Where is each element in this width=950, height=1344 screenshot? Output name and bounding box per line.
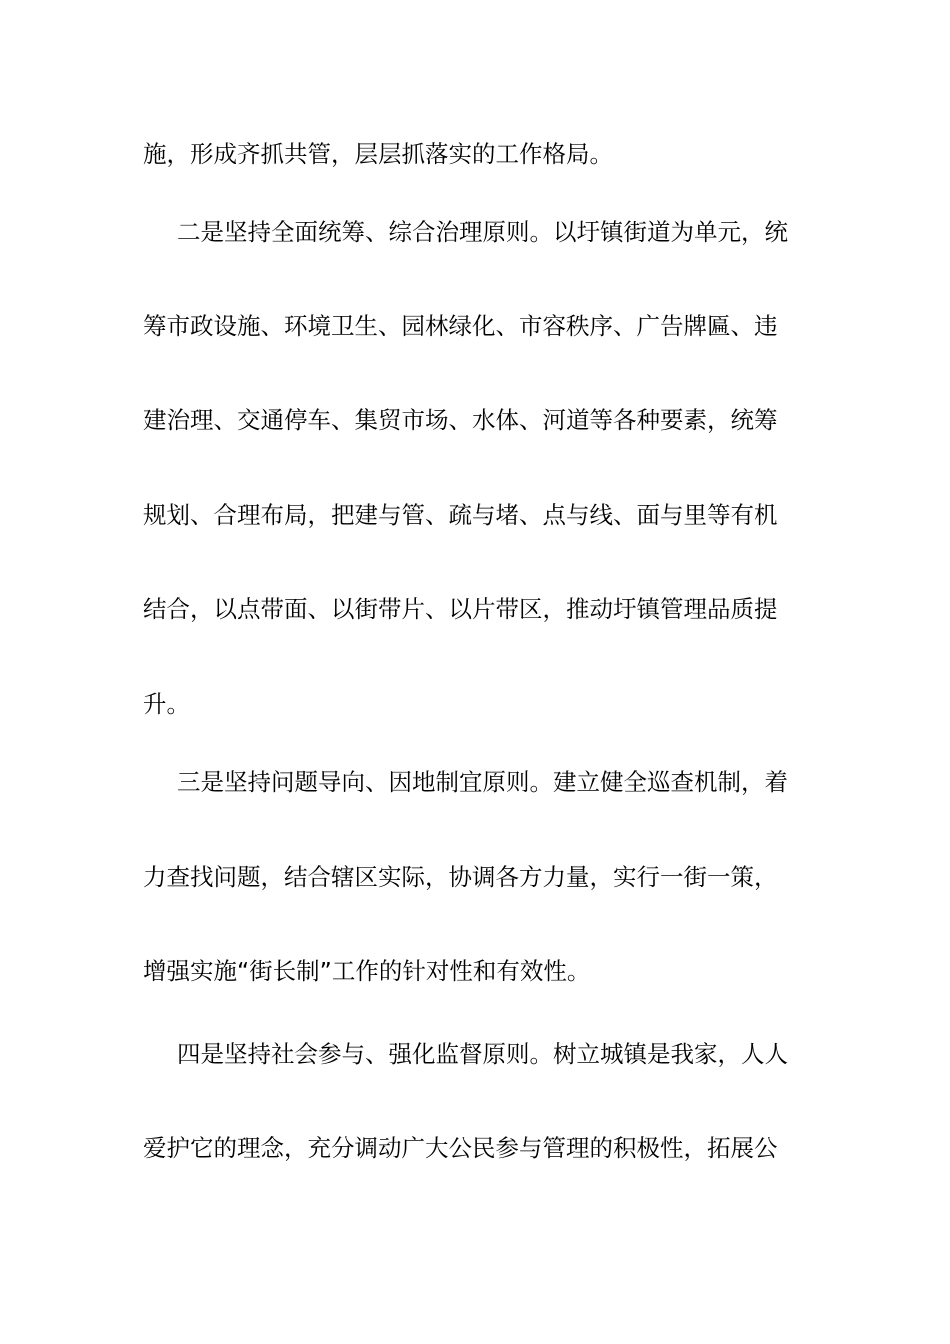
text-line: 筹市政设施、环境卫生、园林绿化、市容秩序、广告牌匾、违 <box>143 312 778 340</box>
text-line: 施，形成齐抓共管，层层抓落实的工作格局。 <box>143 140 613 168</box>
text-line: 力查找问题，结合辖区实际，协调各方力量，实行一街一策， <box>143 863 778 891</box>
text-line: 增强实施“街长制”工作的针对性和有效性。 <box>143 957 591 985</box>
text-line: 爱护它的理念，充分调动广大公民参与管理的积极性，拓展公 <box>143 1134 778 1162</box>
text-line: 升。 <box>143 690 190 718</box>
text-line: 建治理、交通停车、集贸市场、水体、河道等各种要素，统筹 <box>143 406 778 434</box>
paragraph-2-first-line: 二是坚持全面统筹、综合治理原则。以圩镇街道为单元，统 <box>177 218 788 246</box>
paragraph-4-first-line: 四是坚持社会参与、强化监督原则。树立城镇是我家，人人 <box>177 1040 788 1068</box>
text-line: 结合，以点带面、以街带片、以片带区，推动圩镇管理品质提 <box>143 595 778 623</box>
paragraph-3-first-line: 三是坚持问题导向、因地制宜原则。建立健全巡查机制，着 <box>177 768 788 796</box>
text-line: 规划、合理布局，把建与管、疏与堵、点与线、面与里等有机 <box>143 501 778 529</box>
